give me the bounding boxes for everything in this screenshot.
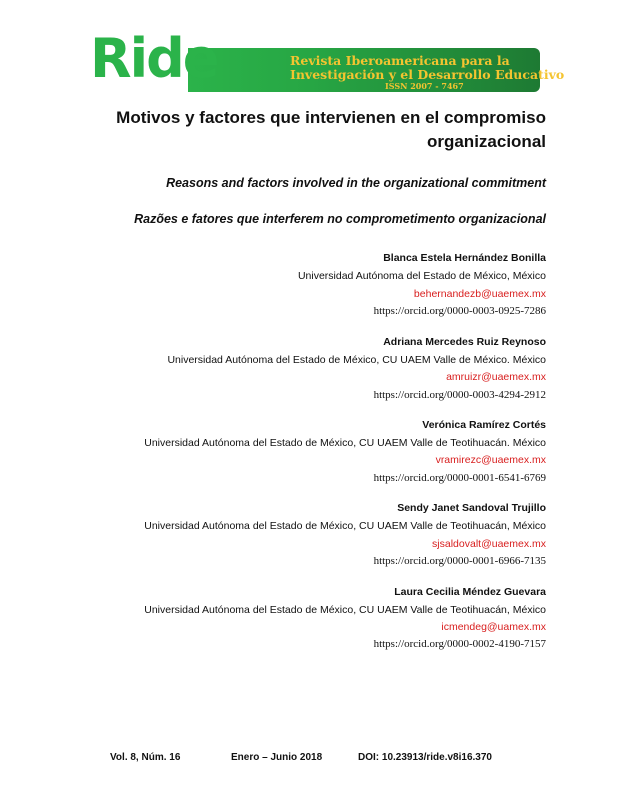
article-title [116, 106, 546, 154]
author-email[interactable]: behernandezb@uaemex.mx [413, 288, 546, 300]
footer-doi: DOI: 10.23913/ride.v8i16.370 [358, 752, 492, 763]
author-orcid[interactable]: https://orcid.org/0000-0003-4294-2912 [373, 389, 546, 401]
footer-volume: Vol. 8, Núm. 16 [110, 752, 181, 763]
journal-name-line1: Revista Iberoamericana para la [290, 53, 510, 68]
author-institution: Universidad Autónoma del Estado de México, CU UAEM Valle de México. México [167, 354, 546, 366]
author-institution: Universidad Autónoma del Estado de México, CU UAEM Valle de Teotihuacán, México [144, 604, 546, 616]
author-name: Laura Cecilia Méndez Guevara [394, 586, 546, 598]
article-title-line2: organizacional [426, 132, 546, 151]
author-name: Blanca Estela Hernández Bonilla [383, 252, 546, 264]
journal-header [90, 27, 565, 98]
article-title-english: Reasons and factors involved in the organizational commitment [166, 176, 546, 190]
author-orcid[interactable]: https://orcid.org/0000-0001-6541-6769 [373, 472, 546, 484]
author-orcid[interactable]: https://orcid.org/0000-0001-6966-7135 [373, 555, 546, 567]
author-institution: Universidad Autónoma del Estado de México, México [297, 270, 546, 282]
author-name: Adriana Mercedes Ruiz Reynoso [383, 336, 546, 348]
article-title-line1: Motivos y factores que intervienen en el compromiso [116, 108, 546, 127]
author-institution: Universidad Autónoma del Estado de México, CU UAEM Valle de Teotihuacán. México [144, 437, 546, 449]
author-email[interactable]: amruizr@uaemex.mx [446, 371, 546, 383]
journal-logo: Ride [90, 27, 218, 90]
author-email[interactable]: icmendeg@uamex.mx [441, 621, 546, 633]
author-email[interactable]: vramirezc@uaemex.mx [435, 454, 546, 466]
author-name: Sendy Janet Sandoval Trujillo [397, 502, 546, 514]
author-orcid[interactable]: https://orcid.org/0000-0003-0925-7286 [373, 305, 546, 317]
footer-period: Enero – Junio 2018 [231, 752, 323, 763]
author-email[interactable]: sjsaldovalt@uaemex.mx [432, 538, 546, 550]
author-institution: Universidad Autónoma del Estado de México, CU UAEM Valle de Teotihuacán, México [144, 520, 546, 532]
journal-issn: ISSN 2007 - 7467 [385, 81, 464, 91]
article-title-portuguese: Razões e fatores que interferem no comprometimento organizacional [134, 212, 546, 226]
journal-name-line2: Investigación y el Desarrollo Educativo [290, 67, 565, 82]
author-name: Verónica Ramírez Cortés [422, 419, 546, 431]
author-orcid[interactable]: https://orcid.org/0000-0002-4190-7157 [373, 638, 546, 650]
